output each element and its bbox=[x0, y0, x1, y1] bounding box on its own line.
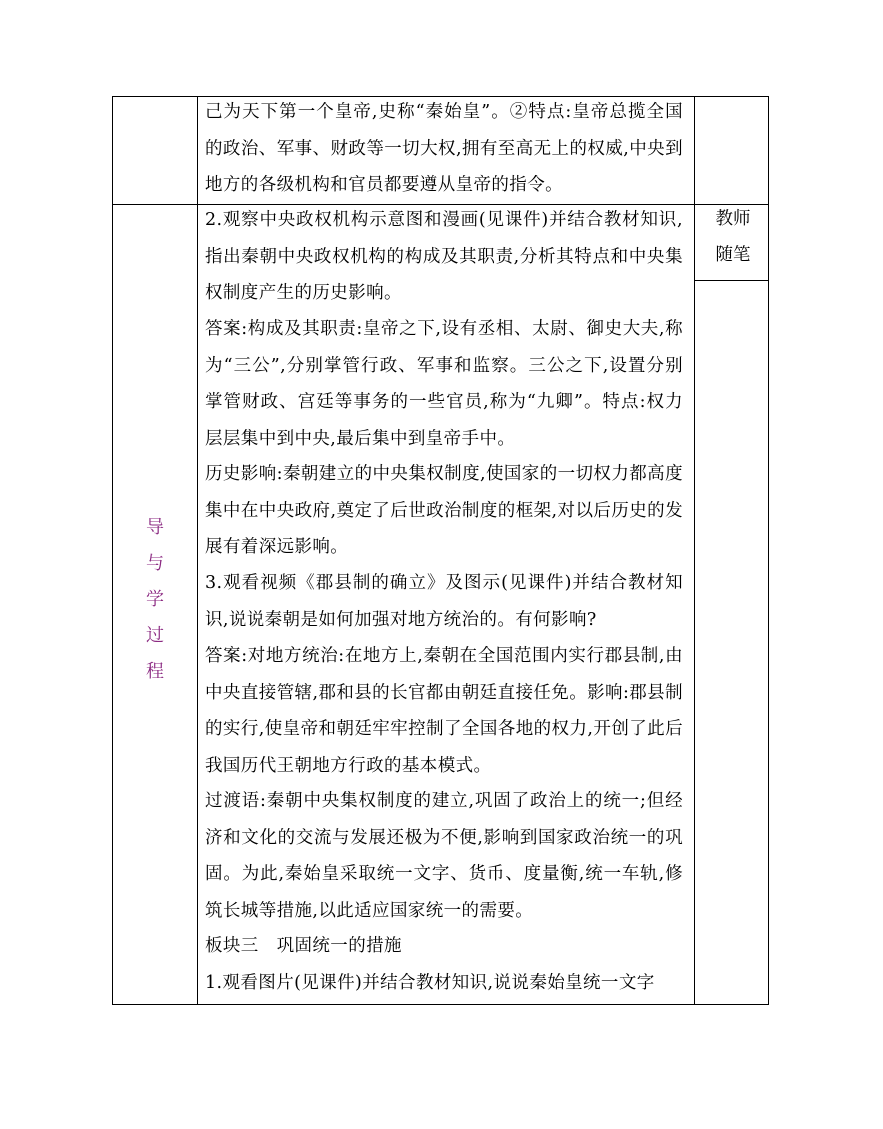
table-border-left bbox=[112, 96, 113, 1005]
transition-paragraph: 过渡语:秦朝中央集权制度的建立,巩固了政治上的统一;但经济和文化的交流与发展还极为不便,影响到国家政治统一的巩固。为此,秦始皇采取统一文字、货币、度量衡,统一车轨,修筑长城等措施,以此适应国家统一的需要。 bbox=[205, 791, 683, 921]
teacher-notes-header-line: 随笔 bbox=[715, 245, 751, 265]
table-border-right bbox=[768, 96, 769, 1005]
section-3-question-1: 1.观看图片(见课件)并结合教材知识,说说秦始皇统一文字 bbox=[205, 973, 655, 993]
side-label-char: 程 bbox=[146, 661, 164, 682]
row1-paragraph: 己为天下第一个皇帝,史称“秦始皇”。②特点:皇帝总揽全国的政治、军事、财政等一切大权,拥有至高无上的权威,中央到地方的各级机构和官员都要遵从皇帝的指令。 bbox=[205, 102, 683, 195]
table-divider-2 bbox=[694, 96, 695, 1005]
question-2-paragraph: 2.观察中央政权机构示意图和漫画(见课件)并结合教材知识,指出秦朝中央政权机构的构成及其职责,分析其特点和中央集权制度产生的历史影响。 bbox=[205, 210, 683, 303]
question-3-paragraph: 3.观看视频《郡县制的确立》及图示(见课件)并结合教材知识,说说秦朝是如何加强对地方统治的。有何影响? bbox=[205, 573, 683, 630]
note-header-divider bbox=[694, 280, 769, 281]
answer-3-paragraph: 答案:对地方统治:在地方上,秦朝在全国范围内实行郡县制,由中央直接管辖,郡和县的长官都由朝廷直接任免。影响:郡县制的实行,使皇帝和朝廷牢牢控制了全国各地的权力,开创了此后我国历代王朝地方行政的基本模式。 bbox=[205, 646, 683, 776]
table-border-bottom bbox=[112, 1004, 769, 1005]
historical-impact-paragraph: 历史影响:秦朝建立的中央集权制度,使国家的一切权力都高度集中在中央政府,奠定了后世政治制度的框架,对以后历史的发展有着深远影响。 bbox=[205, 464, 683, 557]
teacher-notes-header-line: 教师 bbox=[715, 209, 751, 229]
table-divider-1 bbox=[197, 96, 198, 1005]
answer-2-paragraph: 答案:构成及其职责:皇帝之下,设有丞相、太尉、御史大夫,称为“三公”,分别掌管行政、军事和监察。三公之下,设置分别掌管财政、宫廷等事务的一些官员,称为“九卿”。特点:权力层层集中到中央,最后集中到皇帝手中。 bbox=[205, 319, 683, 449]
side-label-char: 导 bbox=[146, 517, 164, 538]
section-3-heading: 板块三 巩固统一的措施 bbox=[205, 936, 402, 956]
side-label bbox=[139, 510, 171, 690]
side-label-char: 过 bbox=[146, 625, 164, 646]
teacher-notes-header bbox=[698, 201, 768, 273]
side-label-char: 学 bbox=[146, 589, 164, 610]
side-label-char: 与 bbox=[146, 553, 164, 574]
